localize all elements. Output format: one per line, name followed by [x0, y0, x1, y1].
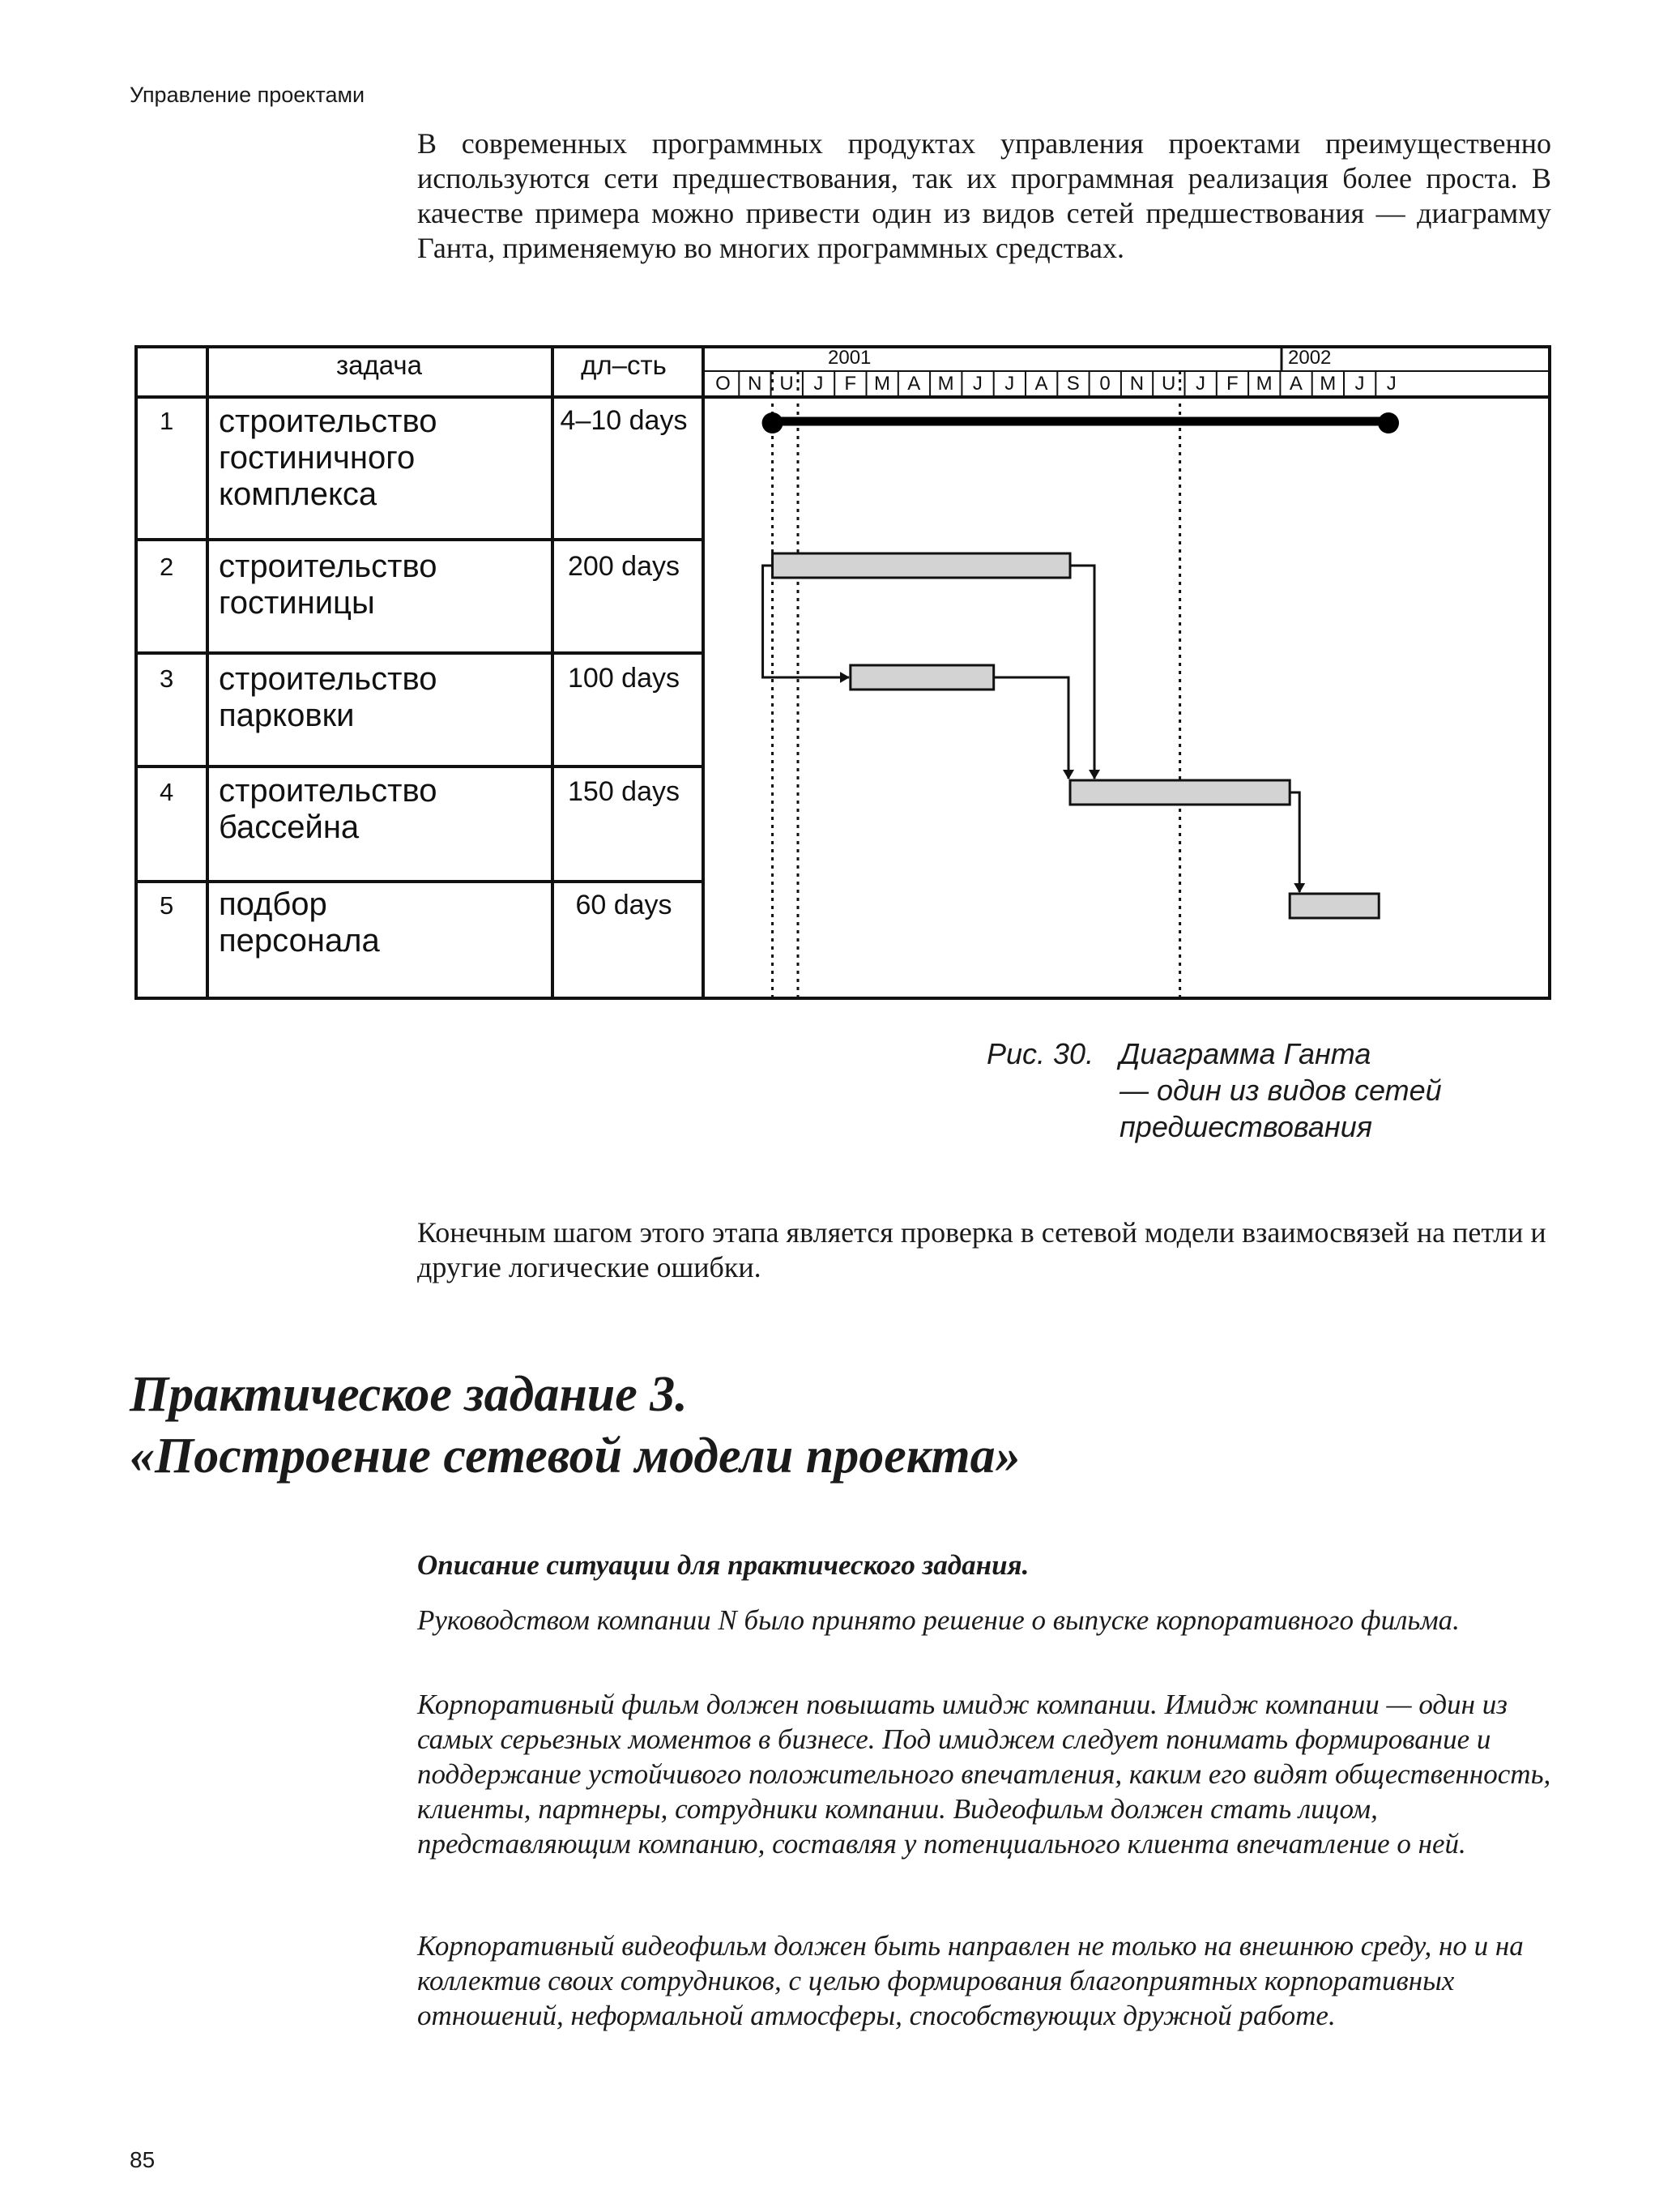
gantt-dependencies [763, 566, 1300, 892]
figure-caption-label: Рис. 30. [987, 1037, 1094, 1070]
month-label: A [1289, 373, 1303, 395]
task-1-number: 1 [160, 407, 174, 435]
task-1-name: строительство гостиничного комплекса [219, 404, 437, 512]
task-3-number: 3 [160, 664, 174, 693]
task-4-name: строительство бассейна [219, 773, 437, 845]
month-label: N [1129, 373, 1145, 395]
task-3-duration: 100 days [568, 663, 680, 694]
page-number: 85 [130, 2147, 156, 2172]
month-label: F [1226, 373, 1239, 395]
task-bar-4 [1070, 780, 1290, 805]
month-label: O [715, 373, 731, 395]
year-label-2001: 2001 [828, 347, 872, 369]
month-label: A [907, 373, 921, 395]
task-2-duration: 200 days [568, 551, 680, 582]
month-label: J [1004, 373, 1015, 395]
month-label: J [1386, 373, 1397, 395]
year-label-2002: 2002 [1288, 347, 1332, 369]
figure-caption-text: Диаграмма Ганта — один из видов сетей предшествования [1120, 1037, 1442, 1143]
month-label: J [972, 373, 983, 395]
month-label: 0 [1099, 373, 1111, 395]
month-label: M [937, 373, 954, 395]
month-label: M [1256, 373, 1273, 395]
gantt-chart [0, 0, 1659, 1005]
column-header-task: задача [336, 350, 422, 380]
month-label: F [844, 373, 857, 395]
task-bar-2 [773, 553, 1070, 578]
month-label: J [813, 373, 824, 395]
section-title: Практическое задание 3. «Построение сетевой модели проекта» [130, 1367, 1021, 1484]
month-label: A [1034, 373, 1048, 395]
task-5-number: 5 [160, 891, 174, 920]
month-label: S [1066, 373, 1080, 395]
paragraph-2: Корпоративный фильм должен повышать имидж компании. Имидж компании — один из самых серьезных моментов в бизнесе. Под имиджем следует понимать формирование и поддержание устойчивого положительного впечатления, каким его видят общественность, клиенты, партнеры, сотрудники компании. Видеофильм должен стать лицом, представляющим компанию, составляя у потенциального клиента впечатление о ней. [417, 1689, 1551, 1860]
dependency-arrow-4-5 [1290, 792, 1299, 892]
month-label: M [874, 373, 890, 395]
summary-end-cap [1378, 412, 1399, 433]
task-bar-5 [1290, 894, 1379, 918]
month-label: M [1320, 373, 1337, 395]
dependency-arrow-2-4 [1070, 566, 1094, 779]
month-label: U [1162, 373, 1176, 395]
task-1-duration: 4–10 days [560, 405, 688, 436]
summary-start-cap [762, 412, 783, 433]
month-label: J [1196, 373, 1205, 395]
task-5-name: подбор персонала [219, 886, 380, 959]
running-head: Управление проектами [130, 83, 365, 107]
dependency-arrow-3-4 [994, 677, 1068, 779]
task-2-number: 2 [160, 553, 174, 581]
month-label: U [779, 373, 794, 395]
task-4-number: 4 [160, 778, 174, 806]
intro-paragraph: В современных программных продуктах управления проектами преимущественно используются сети предшествования, так их программная реализация более проста. В качестве примера можно привести один из видов сетей предшествования — диаграмму Ганта, применяемую во многих программных средствах. [417, 127, 1551, 264]
column-header-duration: дл–сть [581, 350, 667, 380]
paragraph-3: Корпоративный видеофильм должен быть направлен не только на внешнюю среду, но и на коллектив своих сотрудников, с целью формирования благоприятных корпоративных отношений, неформальной атмосферы, способствующих дружной работе. [417, 1930, 1524, 2031]
task-bar-3 [851, 665, 994, 690]
dependency-arrow-2-3 [763, 566, 849, 677]
description-heading: Описание ситуации для практического задания. [417, 1549, 1030, 1581]
conclusion-paragraph: Конечным шагом этого этапа является проверка в сетевой модели взаимосвязей на петли и другие логические ошибки. [417, 1216, 1546, 1283]
month-label: J [1354, 373, 1365, 395]
task-4-duration: 150 days [568, 776, 680, 807]
gantt-bars [762, 412, 1399, 918]
task-2-name: строительство гостиницы [219, 549, 437, 621]
task-3-name: строительство парковки [219, 661, 437, 733]
task-5-duration: 60 days [575, 890, 672, 920]
paragraph-1: Руководством компании N было принято решение о выпуске корпоративного фильма. [417, 1604, 1460, 1636]
month-label: N [748, 373, 762, 395]
